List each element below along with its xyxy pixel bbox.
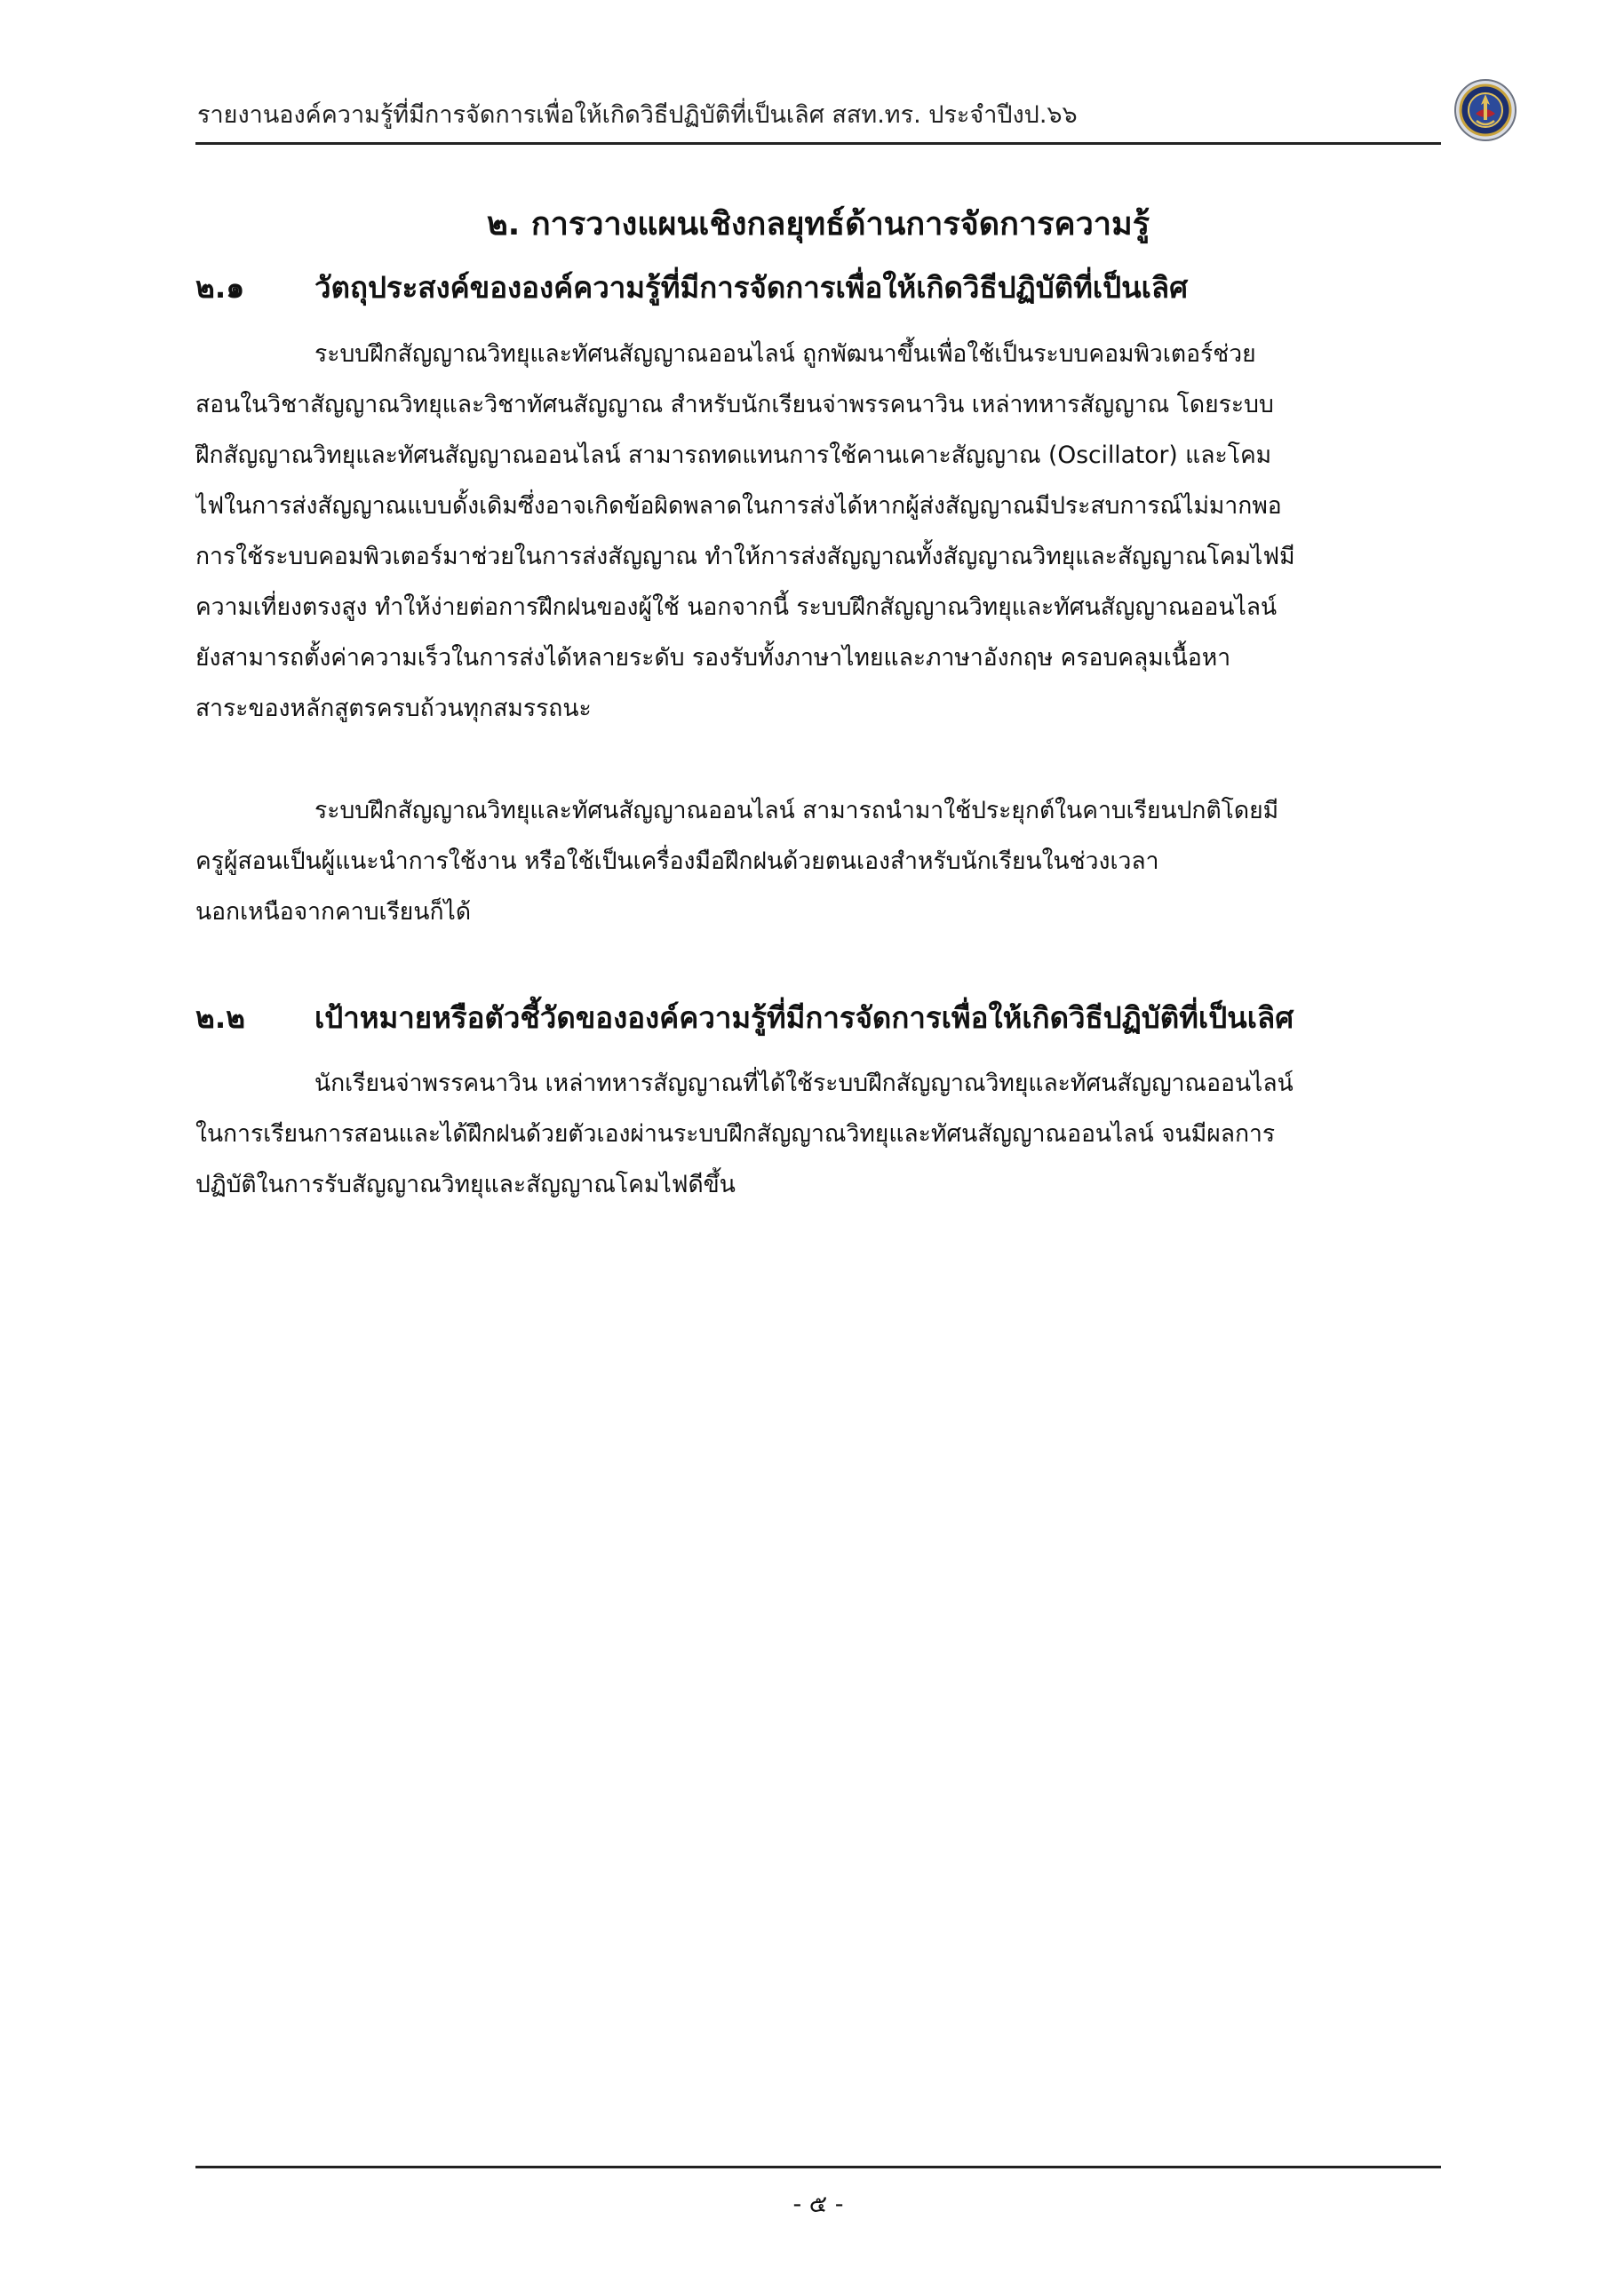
paragraph [195, 785, 1441, 937]
page-number: - ๕ - [792, 2191, 844, 2218]
paragraph-line: ฝึกสัญญาณวิทยุและทัศนสัญญาณออนไลน์ สามารถทดแทนการใช้คานเคาะสัญญาณ (Oscillator) และโคม [195, 441, 1272, 469]
paragraph [195, 329, 1441, 734]
paragraph-line: ไฟในการส่งสัญญาณแบบดั้งเดิมซึ่งอาจเกิดข้อผิดพลาดในการส่งได้หากผู้ส่งสัญญาณมีประสบการณ์ไม่มากพอ [195, 492, 1282, 520]
paragraph-line: นักเรียนจ่าพรรคนาวิน เหล่าทหารสัญญาณที่ได้ใช้ระบบฝึกสัญญาณวิทยุและทัศนสัญญาณออนไลน์ [314, 1070, 1294, 1097]
paragraph-line: ระบบฝึกสัญญาณวิทยุและทัศนสัญญาณออนไลน์ ถูกพัฒนาขึ้นเพื่อใช้เป็นระบบคอมพิวเตอร์ช่วย [314, 340, 1256, 368]
running-header: รายงานองค์ความรู้ที่มีการจัดการเพื่อให้เกิดวิธีปฏิบัติที่เป็นเลิศ สสท.ทร. ประจำปีงป.๖๖ [197, 101, 1078, 129]
paragraph-line: ปฏิบัติในการรับสัญญาณวิทยุและสัญญาณโคมไฟดีขึ้น [195, 1171, 736, 1198]
paragraph-line: ในการเรียนการสอนและได้ฝึกฝนด้วยตัวเองผ่านระบบฝึกสัญญาณวิทยุและทัศนสัญญาณออนไลน์ จนมีผลการ [195, 1120, 1276, 1148]
paragraph-line: ระบบฝึกสัญญาณวิทยุและทัศนสัญญาณออนไลน์ สามารถนำมาใช้ประยุกต์ในคาบเรียนปกติโดยมี [314, 797, 1279, 824]
section-number: ๒.๑ [195, 270, 245, 305]
footer-divider [195, 2166, 1441, 2168]
paragraph [195, 1058, 1441, 1210]
paragraph-line: นอกเหนือจากคาบเรียนก็ได้ [195, 898, 472, 926]
chapter-title: ๒. การวางแผนเชิงกลยุทธ์ด้านการจัดการความรู้ [486, 206, 1150, 243]
paragraph-line: สาระของหลักสูตรครบถ้วนทุกสมรรถนะ [195, 695, 592, 722]
paragraph-line: สอนในวิชาสัญญาณวิทยุและวิชาทัศนสัญญาณ สำหรับนักเรียนจ่าพรรคนาวิน เหล่าทหารสัญญาณ โดยระบบ [195, 391, 1274, 418]
section-title: วัตถุประสงค์ขององค์ความรู้ที่มีการจัดการเพื่อให้เกิดวิธีปฏิบัติที่เป็นเลิศ [314, 270, 1189, 305]
paragraph-line: ความเที่ยงตรงสูง ทำให้ง่ายต่อการฝึกฝนของผู้ใช้ นอกจากนี้ ระบบฝึกสัญญาณวิทยุและทัศนสัญญาณออนไลน์ [195, 593, 1278, 621]
header-divider [195, 142, 1441, 145]
section-title: เป้าหมายหรือตัวชี้วัดขององค์ความรู้ที่มีการจัดการเพื่อให้เกิดวิธีปฏิบัติที่เป็นเลิศ [314, 1000, 1294, 1035]
royal-thai-navy-emblem-icon [1453, 78, 1517, 142]
paragraph-line: ครูผู้สอนเป็นผู้แนะนำการใช้งาน หรือใช้เป็นเครื่องมือฝึกฝนด้วยตนเองสำหรับนักเรียนในช่วงเวลา [195, 847, 1159, 875]
paragraph-line: ยังสามารถตั้งค่าความเร็วในการส่งได้หลายระดับ รองรับทั้งภาษาไทยและภาษาอังกฤษ ครอบคลุมเนื้อหา [195, 644, 1231, 672]
section-number: ๒.๒ [195, 1000, 246, 1035]
paragraph-line: การใช้ระบบคอมพิวเตอร์มาช่วยในการส่งสัญญาณ ทำให้การส่งสัญญาณทั้งสัญญาณวิทยุและสัญญาณโคมไฟมี [195, 543, 1295, 570]
